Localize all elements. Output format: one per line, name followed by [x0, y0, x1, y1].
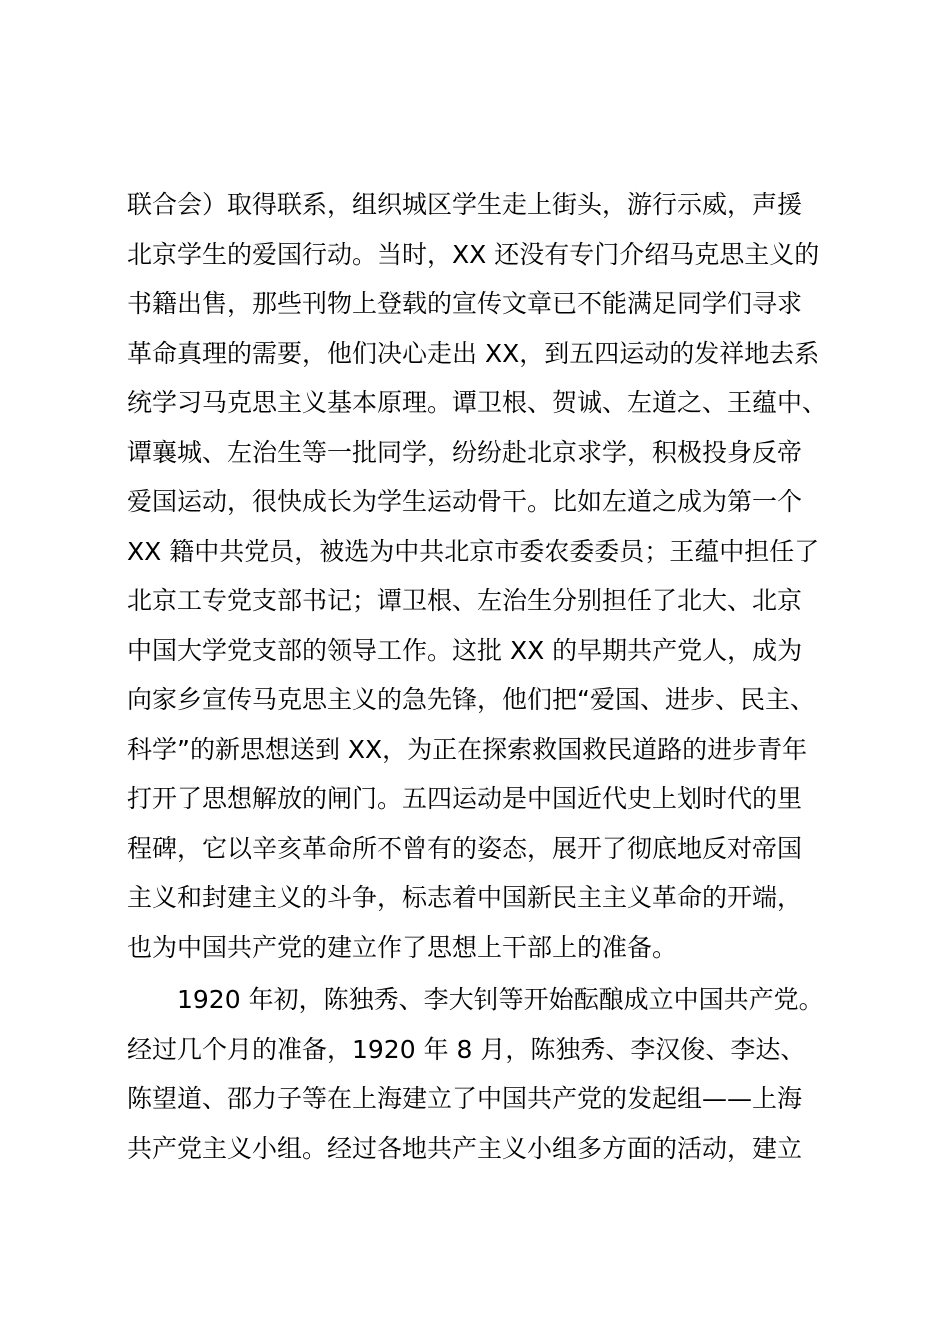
text-line: 书籍出售，那些刊物上登载的宣传文章已不能满足同学们寻求: [127, 289, 803, 318]
text-line: 统学习马克思主义基本原理。谭卫根、贺诚、左道之、王蕴中、: [127, 388, 828, 417]
text-line: 北京工专党支部书记；谭卫根、左治生分别担任了北大、北京: [127, 586, 803, 615]
text-line: 打开了思想解放的闸门。五四运动是中国近代史上划时代的里: [127, 784, 803, 813]
paragraph-continued: [127, 180, 847, 972]
text-line: 也为中国共产党的建立作了思想上干部上的准备。: [127, 932, 678, 962]
text-line: 程碑，它以辛亥革命所不曾有的姿态，展开了彻底地反对帝国: [127, 833, 803, 863]
text-line: 北京学生的爱国行动。当时，XX 还没有专门介绍马克思主义的: [127, 239, 820, 269]
text-line: 联合会）取得联系，组织城区学生走上街头，游行示威，声援: [127, 190, 803, 219]
text-line: 陈望道、邵力子等在上海建立了中国共产党的发起组——上海: [127, 1084, 803, 1113]
text-line: 爱国运动，很快成长为学生运动骨干。比如左道之成为第一个: [127, 487, 803, 516]
text-line: 中国大学党支部的领导工作。这批 XX 的早期共产党人，成为: [127, 635, 803, 665]
text-line: 科学”的新思想送到 XX，为正在探索救国救民道路的进步青年: [127, 734, 808, 764]
text-line-first-indented: 1920 年初，陈独秀、李大钊等开始酝酿成立中国共产党。: [177, 985, 824, 1014]
paragraph-party-founding: [127, 975, 847, 1173]
text-line: 谭襄城、左治生等一批同学，纷纷赴北京求学，积极投身反帝: [127, 437, 803, 467]
text-line: 革命真理的需要，他们决心走出 XX，到五四运动的发祥地去系: [127, 338, 820, 368]
text-line: 主义和封建主义的斗争，标志着中国新民主主义革命的开端，: [127, 883, 803, 912]
text-line: 向家乡宣传马克思主义的急先锋，他们把“爱国、进步、民主、: [127, 685, 815, 714]
text-line: 经过几个月的准备，1920 年 8 月，陈独秀、李汉俊、李达、: [127, 1034, 806, 1064]
text-line: XX 籍中共党员，被选为中共北京市委农委委员；王蕴中担任了: [127, 536, 820, 566]
text-line: 共产党主义小组。经过各地共产主义小组多方面的活动，建立: [127, 1133, 803, 1163]
